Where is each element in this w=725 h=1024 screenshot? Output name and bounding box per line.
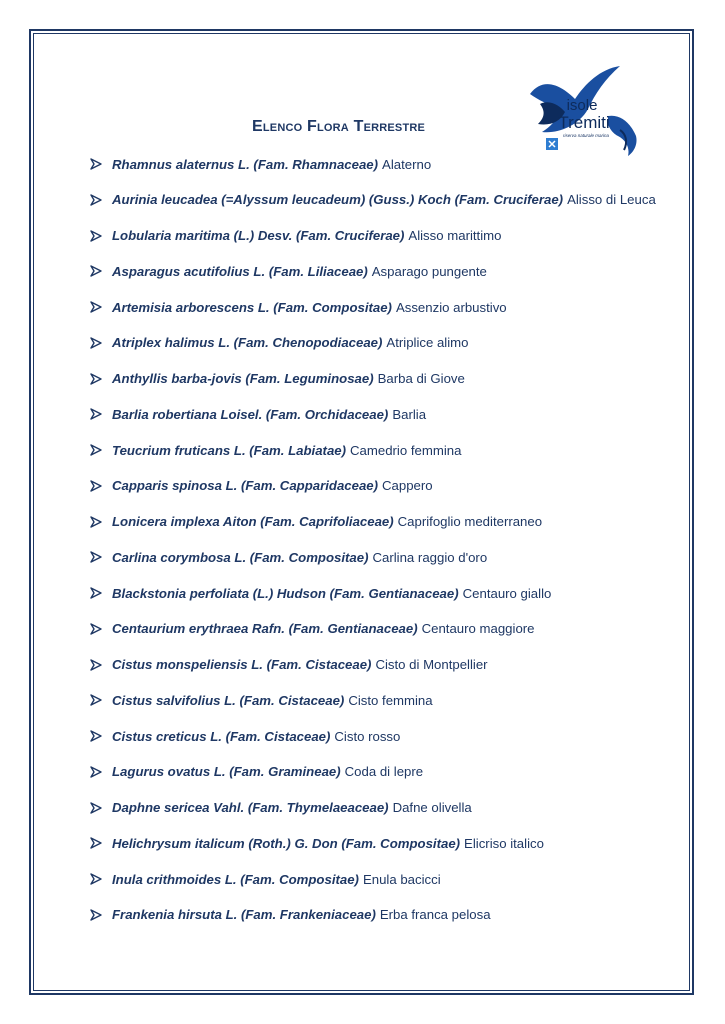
common-name: Camedrio femmina bbox=[350, 442, 462, 458]
arrow-bullet-icon bbox=[90, 516, 112, 528]
scientific-name: Helichrysum italicum (Roth.) G. Don (Fam. Compositae) bbox=[112, 835, 461, 851]
arrow-bullet-icon bbox=[90, 766, 112, 778]
scientific-name: Daphne sericea Vahl. (Fam. Thymelaeaceae) bbox=[112, 800, 389, 815]
arrow-bullet-icon bbox=[90, 444, 112, 456]
common-name: Barlia bbox=[392, 406, 427, 422]
common-name: Centauro giallo bbox=[462, 585, 552, 601]
scientific-name: Anthyllis barba-jovis (Fam. Leguminosae) bbox=[112, 371, 374, 386]
list-item bbox=[90, 619, 535, 639]
list-item bbox=[90, 154, 431, 174]
scientific-name: Aurinia leucadea (=Alyssum leucadeum) (Guss.) Koch (Fam. Cruciferae) bbox=[112, 192, 564, 208]
logo-line2: Tremiti bbox=[558, 113, 610, 132]
list-item bbox=[90, 655, 488, 675]
common-name: Cisto femmina bbox=[348, 692, 433, 708]
list-item bbox=[90, 547, 487, 567]
list-item bbox=[90, 297, 507, 317]
common-name: Alisso marittimo bbox=[408, 228, 502, 243]
list-item bbox=[90, 798, 472, 818]
list-item bbox=[90, 190, 656, 210]
common-name: Barba di Giove bbox=[377, 371, 465, 386]
arrow-bullet-icon bbox=[90, 158, 112, 170]
arrow-bullet-icon bbox=[90, 623, 112, 635]
arrow-bullet-icon bbox=[90, 837, 112, 849]
arrow-bullet-icon bbox=[90, 408, 112, 420]
arrow-bullet-icon bbox=[90, 587, 112, 599]
common-name: Cappero bbox=[382, 478, 433, 494]
scientific-name: Cistus salvifolius L. (Fam. Cistaceae) bbox=[112, 692, 345, 708]
arrow-bullet-icon bbox=[90, 694, 112, 706]
list-item bbox=[90, 369, 465, 389]
list-item bbox=[90, 869, 441, 889]
list-item bbox=[90, 690, 433, 710]
scientific-name: Lonicera implexa Aiton (Fam. Caprifoliaceae) bbox=[112, 514, 394, 529]
common-name: Coda di lepre bbox=[344, 764, 424, 780]
list-item bbox=[90, 440, 461, 460]
scientific-name: Rhamnus alaternus L. (Fam. Rhamnaceae) bbox=[112, 156, 379, 172]
list-item bbox=[90, 476, 433, 496]
arrow-bullet-icon bbox=[90, 337, 112, 349]
arrow-bullet-icon bbox=[90, 551, 112, 563]
arrow-bullet-icon bbox=[90, 659, 112, 671]
list-item bbox=[90, 905, 491, 925]
scientific-name: Blackstonia perfoliata (L.) Hudson (Fam. Gentianaceae) bbox=[112, 585, 459, 601]
page-title: Elenco Flora Terrestre bbox=[252, 118, 426, 135]
arrow-bullet-icon bbox=[90, 301, 112, 313]
scientific-name: Lagurus ovatus L. (Fam. Gramineae) bbox=[112, 764, 341, 780]
common-name: Alisso di Leuca bbox=[567, 192, 656, 208]
scientific-name: Barlia robertiana Loisel. (Fam. Orchidaceae) bbox=[112, 406, 389, 422]
list-item bbox=[90, 512, 542, 532]
list-item bbox=[90, 261, 487, 281]
scientific-name: Frankenia hirsuta L. (Fam. Frankeniaceae) bbox=[112, 907, 376, 923]
scientific-name: Inula crithmoides L. (Fam. Compositae) bbox=[112, 871, 359, 887]
common-name: Assenzio arbustivo bbox=[395, 299, 507, 315]
common-name: Cisto di Montpellier bbox=[375, 657, 488, 672]
scientific-name: Capparis spinosa L. (Fam. Capparidaceae) bbox=[112, 478, 379, 494]
scientific-name: Lobularia maritima (L.) Desv. (Fam. Cruciferae) bbox=[112, 228, 405, 243]
common-name: Dafne olivella bbox=[392, 800, 472, 815]
arrow-bullet-icon bbox=[90, 230, 112, 242]
common-name: Carlina raggio d'oro bbox=[372, 549, 488, 565]
logo-line1: isole bbox=[566, 97, 598, 114]
common-name: Alaterno bbox=[382, 156, 432, 172]
common-name: Elicriso italico bbox=[464, 835, 544, 851]
common-name: Erba franca pelosa bbox=[379, 907, 491, 923]
list-item bbox=[90, 833, 544, 853]
list-item bbox=[90, 226, 501, 246]
arrow-bullet-icon bbox=[90, 802, 112, 814]
scientific-name: Cistus monspeliensis L. (Fam. Cistaceae) bbox=[112, 657, 372, 672]
arrow-bullet-icon bbox=[90, 265, 112, 277]
common-name: Enula bacicci bbox=[362, 871, 441, 887]
scientific-name: Cistus creticus L. (Fam. Cistaceae) bbox=[112, 728, 331, 744]
list-item bbox=[90, 333, 469, 353]
list-item bbox=[90, 726, 400, 746]
logo-line3: riserva naturale marina bbox=[562, 133, 610, 138]
arrow-bullet-icon bbox=[90, 480, 112, 492]
common-name: Caprifoglio mediterraneo bbox=[397, 514, 543, 529]
common-name: Atriplice alimo bbox=[386, 335, 469, 351]
scientific-name: Teucrium fruticans L. (Fam. Labiatae) bbox=[112, 442, 347, 458]
common-name: Centauro maggiore bbox=[421, 621, 535, 637]
list-item bbox=[90, 404, 426, 424]
arrow-bullet-icon bbox=[90, 909, 112, 921]
common-name: Asparago pungente bbox=[371, 263, 487, 279]
arrow-bullet-icon bbox=[90, 373, 112, 385]
scientific-name: Centaurium erythraea Rafn. (Fam. Gentianaceae) bbox=[112, 621, 418, 637]
arrow-bullet-icon bbox=[90, 194, 112, 206]
arrow-bullet-icon bbox=[90, 730, 112, 742]
common-name: Cisto rosso bbox=[334, 728, 401, 744]
scientific-name: Carlina corymbosa L. (Fam. Compositae) bbox=[112, 549, 369, 565]
scientific-name: Atriplex halimus L. (Fam. Chenopodiaceae) bbox=[112, 335, 383, 351]
list-item bbox=[90, 762, 423, 782]
arrow-bullet-icon bbox=[90, 873, 112, 885]
list-item bbox=[90, 583, 551, 603]
scientific-name: Asparagus acutifolius L. (Fam. Liliaceae) bbox=[112, 263, 368, 279]
scientific-name: Artemisia arborescens L. (Fam. Compositae) bbox=[112, 299, 392, 315]
